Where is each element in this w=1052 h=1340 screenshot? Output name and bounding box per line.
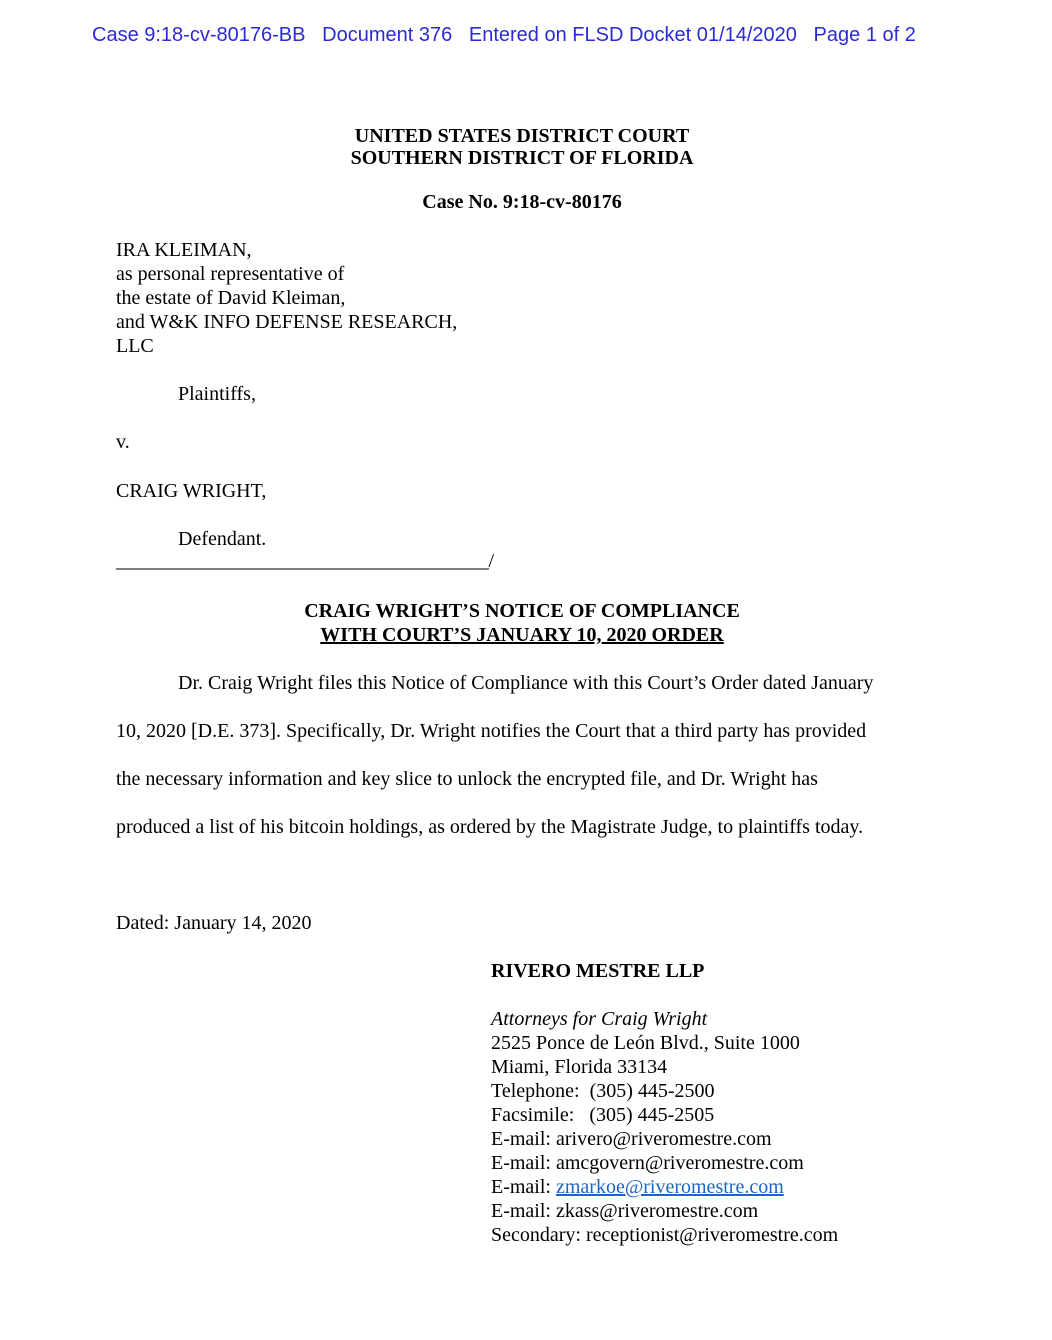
plaintiff-line-3: the estate of David Kleiman, xyxy=(116,287,346,309)
plaintiff-line-5: LLC xyxy=(116,335,154,357)
plaintiff-line-2: as personal representative of xyxy=(116,263,345,285)
defendant-role: Defendant. xyxy=(178,528,267,550)
email-address: amcgovern@riveromestre.com xyxy=(555,1152,804,1174)
body-line-4: produced a list of his bitcoin holdings, as ordered by the Magistrate Judge, to plaintiffs today. xyxy=(116,816,864,838)
case-number: Case No. 9:18-cv-80176 xyxy=(422,191,622,213)
email-link[interactable]: zmarkoe@riveromestre.com xyxy=(555,1176,784,1198)
court-name: UNITED STATES DISTRICT COURT xyxy=(354,125,690,147)
docket-document: Document 376 xyxy=(322,24,453,46)
body-line-1: Dr. Craig Wright files this Notice of Compliance with this Court’s Order dated January xyxy=(178,672,874,694)
firm-name: RIVERO MESTRE LLP xyxy=(491,960,705,982)
versus: v. xyxy=(116,431,130,453)
dated-line: Dated: January 14, 2020 xyxy=(116,912,312,934)
email-prefix: E-mail: xyxy=(491,1128,556,1150)
plaintiff-role: Plaintiffs, xyxy=(178,383,256,405)
email-prefix: E-mail: xyxy=(491,1200,556,1222)
email-2 xyxy=(491,1151,804,1175)
caption-rule: _______________________________________/ xyxy=(116,550,494,572)
address-line-1: 2525 Ponce de León Blvd., Suite 1000 xyxy=(491,1032,800,1054)
docket-case: Case 9:18-cv-80176-BB xyxy=(92,24,306,46)
plaintiff-line-1: IRA KLEIMAN, xyxy=(116,239,252,261)
court-district: SOUTHERN DISTRICT OF FLORIDA xyxy=(350,147,694,169)
secondary-email: Secondary: receptionist@riveromestre.com xyxy=(491,1224,839,1246)
email-prefix: E-mail: xyxy=(491,1176,556,1198)
email-3 xyxy=(491,1175,784,1199)
facsimile: Facsimile: (305) 445-2505 xyxy=(491,1104,715,1126)
defendant-name: CRAIG WRIGHT, xyxy=(116,480,267,502)
attorney-role: Attorneys for Craig Wright xyxy=(491,1008,708,1030)
email-1 xyxy=(491,1127,772,1151)
email-4 xyxy=(491,1199,758,1223)
notice-title-line-2: WITH COURT’S JANUARY 10, 2020 ORDER xyxy=(320,624,724,646)
docket-page: Page 1 of 2 xyxy=(813,24,916,46)
email-address: arivero@riveromestre.com xyxy=(555,1128,772,1150)
email-address: zkass@riveromestre.com xyxy=(555,1200,759,1222)
body-line-2: 10, 2020 [D.E. 373]. Specifically, Dr. Wright notifies the Court that a third party has provided xyxy=(116,720,867,742)
plaintiff-line-4: and W&K INFO DEFENSE RESEARCH, xyxy=(116,311,458,333)
docket-entered: Entered on FLSD Docket 01/14/2020 xyxy=(468,24,797,46)
body-line-3: the necessary information and key slice to unlock the encrypted file, and Dr. Wright has xyxy=(116,768,818,790)
telephone: Telephone: (305) 445-2500 xyxy=(491,1080,715,1102)
notice-title-line-1: CRAIG WRIGHT’S NOTICE OF COMPLIANCE xyxy=(304,600,740,622)
docket-header xyxy=(92,24,916,47)
address-line-2: Miami, Florida 33134 xyxy=(491,1056,668,1078)
email-prefix: E-mail: xyxy=(491,1152,556,1174)
